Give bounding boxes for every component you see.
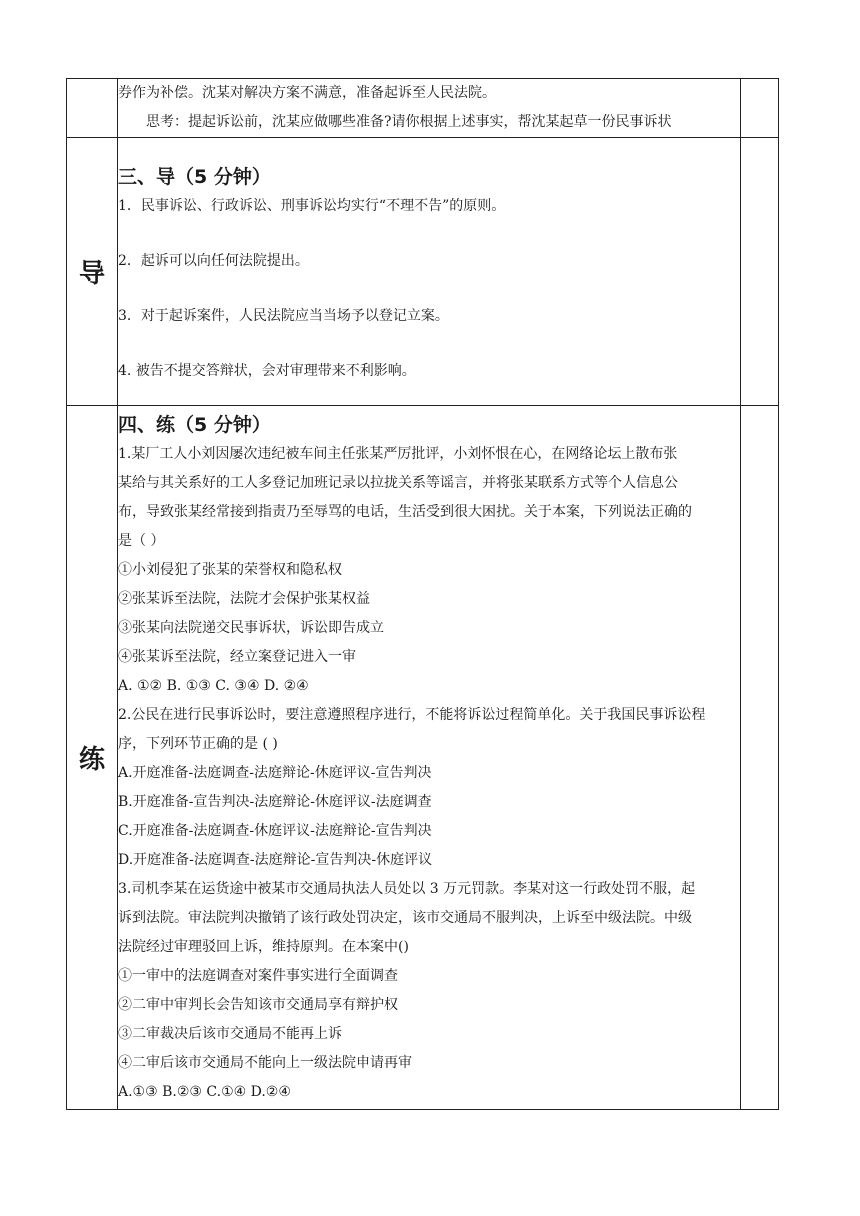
question-line: 诉到法院。审法院判决撤销了该行政处罚决定，该市交通局不服判决，上诉至中级法院。中级 — [118, 910, 692, 926]
side-cell — [67, 79, 118, 138]
case-line: 券作为补偿。沈某对解决方案不满意，准备起诉至人民法院。 — [118, 85, 496, 101]
question-line: 序，下列环节正确的是 ( ) — [118, 736, 278, 752]
question-line: 法院经过审理驳回上诉，维持原判。在本案中() — [118, 939, 409, 955]
question-line: 1.某厂工人小刘因屡次违纪被车间主任张某严厉批评，小刘怀恨在心，在网络论坛上散布张 — [118, 446, 678, 462]
option-line: ①小刘侵犯了张某的荣誉权和隐私权 — [118, 562, 342, 578]
list-item: 4. 被告不提交答辩状，会对审理带来不利影响。 — [118, 363, 416, 379]
question-line: 布，导致张某经常接到指责乃至辱骂的电话，生活受到很大困扰。关于本案，下列说法正确的 — [118, 504, 692, 520]
margin-cell — [741, 79, 779, 138]
section-label-guide: 导 — [67, 138, 118, 406]
document-table — [66, 78, 779, 1110]
margin-cell — [741, 138, 779, 406]
section-label-practice: 练 — [67, 406, 118, 1110]
question-line: 某给与其关系好的工人多登记加班记录以拉拢关系等谣言，并将张某联系方式等个人信息公 — [118, 475, 678, 491]
option-line: ②二审中审判长会告知该市交通局享有辩护权 — [118, 997, 398, 1013]
case-text-cell — [118, 79, 741, 138]
option-line: C.开庭准备-法庭调查-休庭评议-法庭辩论-宣告判决 — [118, 823, 432, 839]
section-heading: 三、导（5 分钟） — [118, 166, 271, 188]
section-heading: 四、练（5 分钟） — [118, 414, 271, 436]
option-line: ①一审中的法庭调查对案件事实进行全面调查 — [118, 968, 398, 984]
table-row — [67, 406, 779, 1110]
option-line: D.开庭准备-法庭调查-法庭辩论-宣告判决-休庭评议 — [118, 852, 433, 868]
guide-cell — [118, 138, 741, 406]
table-row — [67, 79, 779, 138]
margin-cell — [741, 406, 779, 1110]
question-line: 3.司机李某在运货途中被某市交通局执法人员处以 3 万元罚款。李某对这一行政处罚不服，起 — [118, 881, 696, 897]
think-line: 思考：提起诉讼前，沈某应做哪些准备?请你根据上述事实，帮沈某起草一份民事诉状 — [146, 114, 672, 130]
option-line: B.开庭准备-宣告判决-法庭辩论-休庭评议-法庭调查 — [118, 794, 432, 810]
option-line: ③张某向法院递交民事诉状，诉讼即告成立 — [118, 620, 384, 636]
list-item: 3．对于起诉案件，人民法院应当当场予以登记立案。 — [118, 308, 449, 324]
table-row — [67, 138, 779, 406]
option-line: ③二审裁决后该市交通局不能再上诉 — [118, 1026, 342, 1042]
question-line: 2.公民在进行民事诉讼时，要注意遵照程序进行，不能将诉讼过程简单化。关于我国民事诉讼程 — [118, 707, 706, 723]
option-line: A.开庭准备-法庭调查-法庭辩论-休庭评议-宣告判决 — [118, 765, 432, 781]
answer-choices: A. ①② B. ①③ C. ③④ D. ②④ — [118, 678, 309, 694]
option-line: ②张某诉至法院，法院才会保护张某权益 — [118, 591, 370, 607]
answer-choices: A.①③ B.②③ C.①④ D.②④ — [118, 1084, 291, 1100]
list-item: 2．起诉可以向任何法院提出。 — [118, 253, 309, 269]
question-line: 是（ ） — [118, 533, 165, 549]
practice-cell — [118, 406, 741, 1110]
option-line: ④二审后该市交通局不能向上一级法院申请再审 — [118, 1055, 412, 1071]
list-item: 1．民事诉讼、行政诉讼、刑事诉讼均实行“不理不告”的原则。 — [118, 198, 506, 214]
option-line: ④张某诉至法院，经立案登记进入一审 — [118, 649, 356, 665]
